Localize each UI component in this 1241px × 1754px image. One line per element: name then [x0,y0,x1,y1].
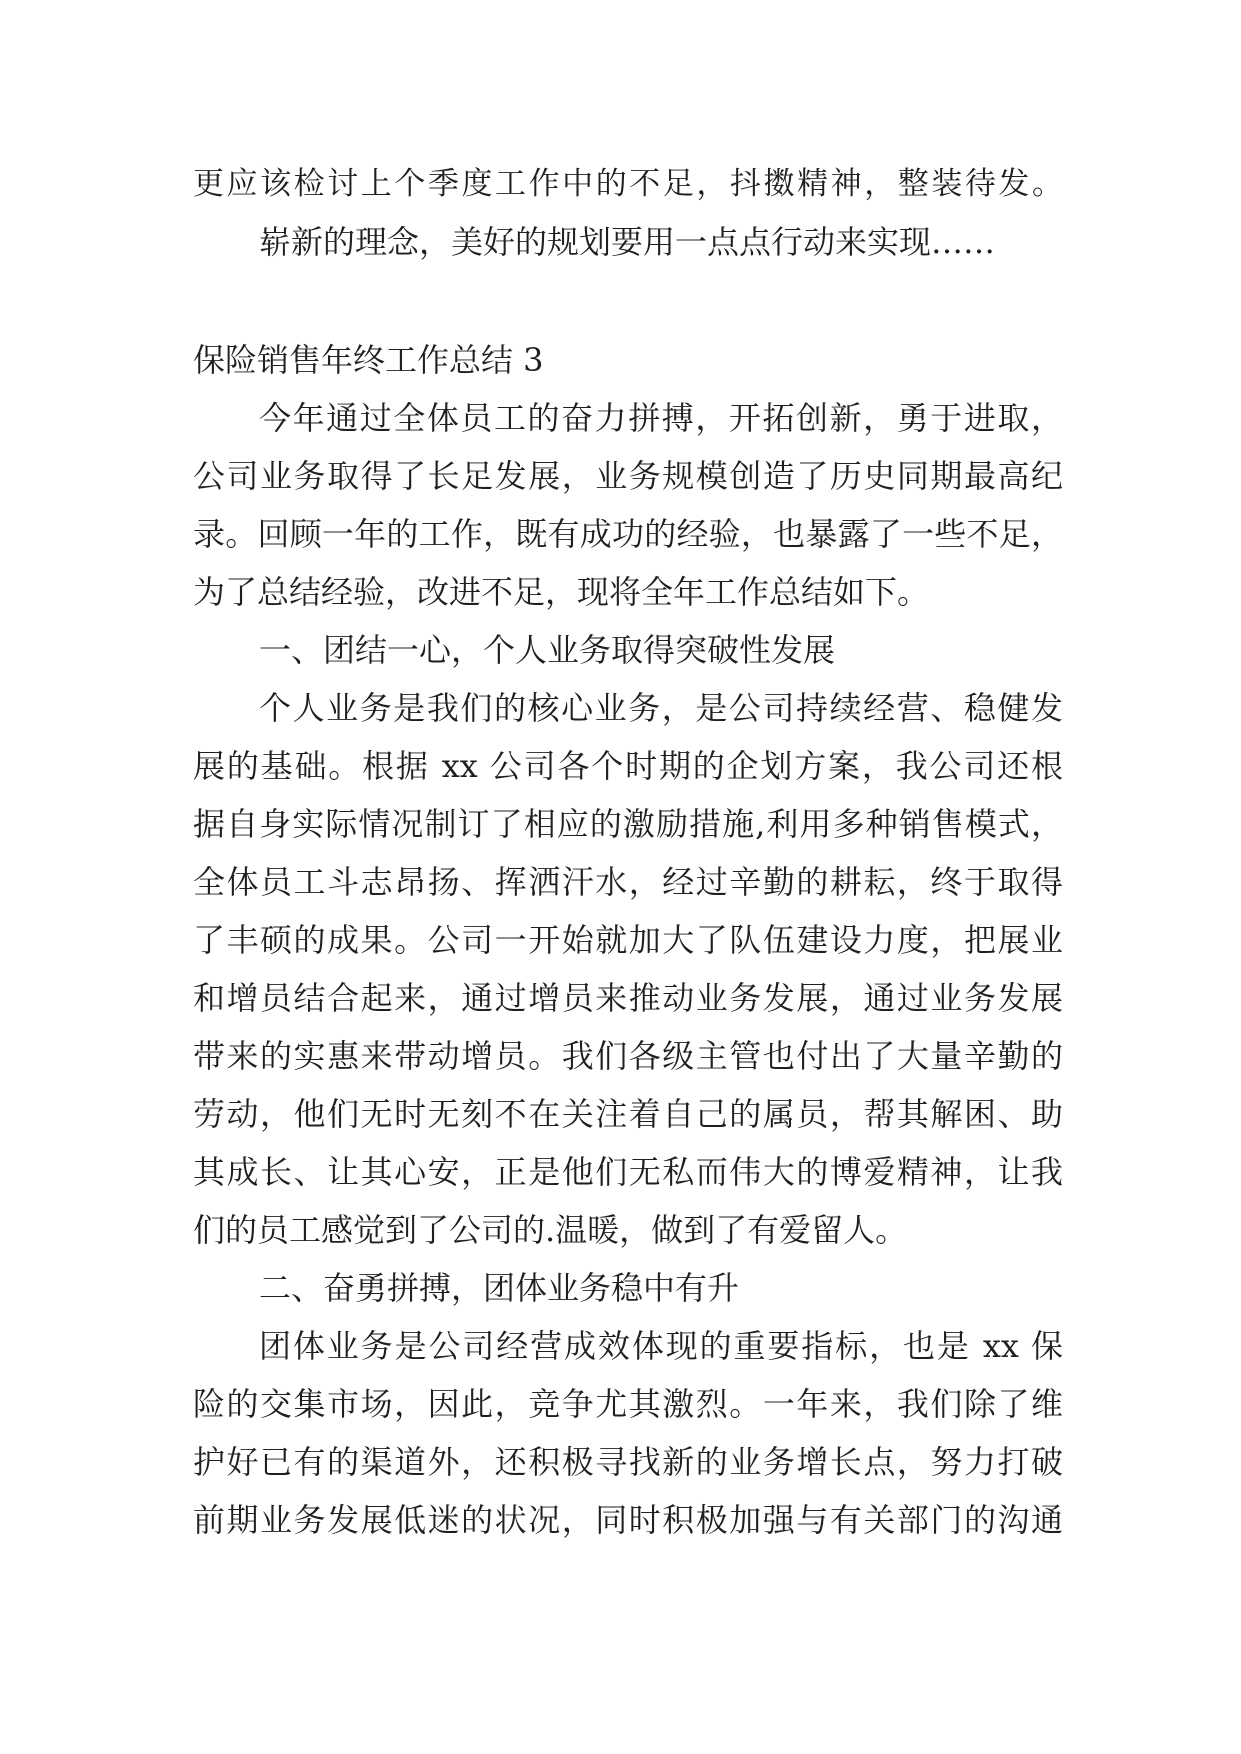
paragraph-line: 据自身实际情况制订了相应的激励措施,利用多种销售模式， [193,805,1063,843]
paragraph-line: 全体员工斗志昂扬、挥洒汗水，经过辛勤的耕耘，终于取得 [193,863,1063,901]
paragraph-line: 为了总结经验，改进不足，现将全年工作总结如下。 [193,573,930,611]
paragraph-line: 个人业务是我们的核心业务，是公司持续经营、稳健发 [259,689,1063,727]
paragraph-line: 护好已有的渠道外，还积极寻找新的业务增长点，努力打破 [193,1443,1063,1481]
paragraph-line: 和增员结合起来，通过增员来推动业务发展，通过业务发展 [193,979,1063,1017]
section-heading: 一、团结一心，个人业务取得突破性发展 [259,631,836,669]
section-title: 保险销售年终工作总结 3 [193,341,544,379]
section-heading: 二、奋勇拼搏，团体业务稳中有升 [259,1269,740,1307]
paragraph-line: 崭新的理念，美好的规划要用一点点行动来实现…… [259,223,996,261]
paragraph-line: 们的员工感觉到了公司的.温暖，做到了有爱留人。 [193,1211,908,1249]
paragraph-line: 其成长、让其心安，正是他们无私而伟大的博爱精神，让我 [193,1153,1063,1191]
paragraph-line: 公司业务取得了长足发展，业务规模创造了历史同期最高纪 [193,457,1063,495]
paragraph-line: 了丰硕的成果。公司一开始就加大了队伍建设力度，把展业 [193,921,1063,959]
paragraph-line: 更应该检讨上个季度工作中的不足，抖擞精神，整装待发。 [193,166,1063,202]
paragraph-line: 展的基础。根据 xx 公司各个时期的企划方案，我公司还根 [193,747,1063,785]
paragraph-line: 录。回顾一年的工作，既有成功的经验，也暴露了一些不足， [193,515,1063,553]
paragraph-line: 今年通过全体员工的奋力拼搏，开拓创新，勇于进取， [259,399,1063,437]
paragraph-line: 团体业务是公司经营成效体现的重要指标，也是 xx 保 [259,1327,1063,1365]
paragraph-line: 劳动，他们无时无刻不在关注着自己的属员，帮其解困、助 [193,1095,1063,1133]
paragraph-line: 险的交集市场，因此，竞争尤其激烈。一年来，我们除了维 [193,1385,1063,1423]
paragraph-line: 前期业务发展低迷的状况，同时积极加强与有关部门的沟通 [193,1501,1063,1539]
paragraph-line: 带来的实惠来带动增员。我们各级主管也付出了大量辛勤的 [193,1037,1063,1075]
